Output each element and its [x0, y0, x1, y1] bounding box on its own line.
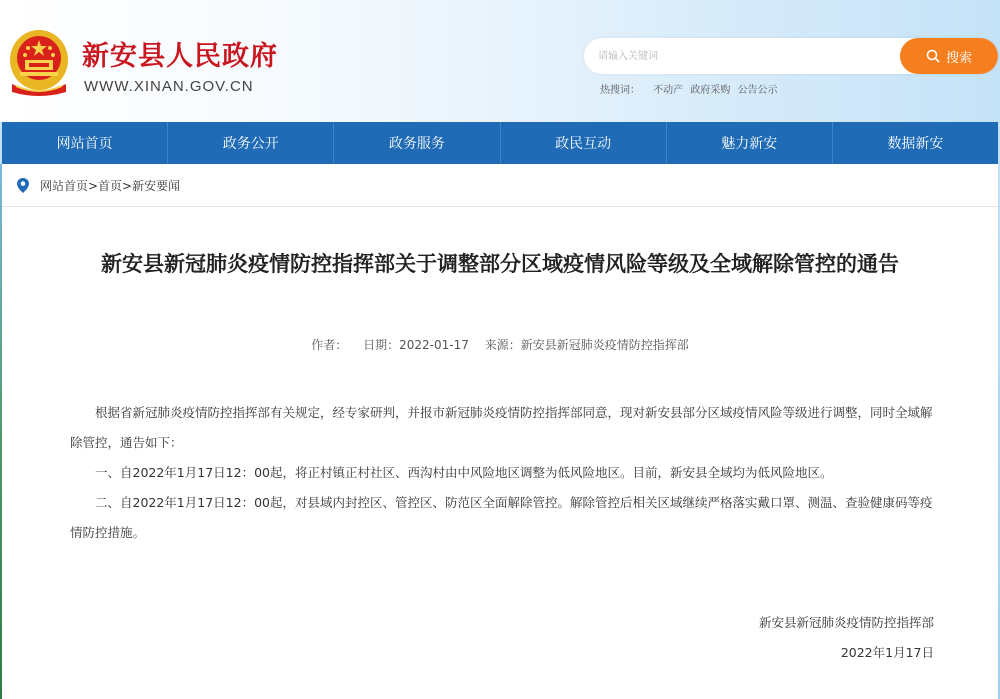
article-sign-date: 2022年1月17日 [840, 645, 934, 660]
search-button[interactable] [900, 38, 998, 74]
nav-item-gov-services[interactable]: 政务服务 [334, 122, 500, 164]
article-date: 日期：2022-01-17 [363, 338, 469, 352]
article-paragraph: 二、自2022年1月17日12：00起，对县域内封控区、管控区、防范区全面解除管控。解除管控后相关区域继续严格落实戴口罩、测温、查验健康码等疫情防控措施。 [70, 495, 933, 540]
main-nav [2, 122, 998, 164]
nav-item-gov-affairs-open[interactable]: 政务公开 [168, 122, 334, 164]
hot-search-term[interactable]: 公告公示 [737, 85, 778, 96]
hot-search-term[interactable]: 政府采购 [690, 85, 731, 96]
hot-search [600, 81, 782, 96]
content-panel [2, 164, 998, 699]
breadcrumb [16, 175, 180, 195]
article-body [70, 398, 940, 548]
article-author: 作者： [311, 338, 348, 352]
search-button-label: 搜索 [945, 50, 972, 66]
article-paragraph: 一、自2022年1月17日12：00起，将正村镇正村社区、西沟村由中风险地区调整为低风险地区。目前，新安县全域均为低风险地区。 [95, 465, 833, 480]
article-meta [2, 336, 998, 353]
search-input[interactable] [598, 46, 888, 66]
location-pin-icon [16, 177, 30, 194]
nav-item-interaction[interactable]: 政民互动 [501, 122, 667, 164]
article-source: 来源：新安县新冠肺炎疫情防控指挥部 [484, 338, 689, 352]
article-paragraph: 根据省新冠肺炎疫情防控指挥部有关规定，经专家研判，并报市新冠肺炎疫情防控指挥部同意，现对新安县部分区域疫情风险等级进行调整，同时全域解除管控，通告如下： [70, 405, 933, 450]
search-box [584, 38, 998, 74]
nav-item-data-xinan[interactable]: 数据新安 [887, 136, 944, 152]
article-signature-block [759, 608, 934, 668]
national-emblem-icon [8, 28, 70, 98]
site-header [0, 0, 1000, 122]
divider [2, 206, 998, 207]
article-title: 新安县新冠肺炎疫情防控指挥部关于调整部分区域疫情风险等级及全域解除管控的通告 [101, 252, 899, 276]
hot-search-term[interactable]: 不动产 [653, 85, 684, 96]
site-title[interactable]: 新安县人民政府 [82, 41, 278, 72]
nav-item-home[interactable]: 网站首页 [2, 122, 168, 164]
breadcrumb-text[interactable]: 网站首页>首页>新安要闻 [40, 178, 181, 193]
hot-search-label: 热搜词： [600, 85, 640, 96]
search-icon [926, 49, 940, 63]
site-url: WWW.XINAN.GOV.CN [84, 78, 254, 95]
nav-item-charm-xinan[interactable]: 魅力新安 [667, 122, 833, 164]
article-signature: 新安县新冠肺炎疫情防控指挥部 [758, 615, 934, 630]
